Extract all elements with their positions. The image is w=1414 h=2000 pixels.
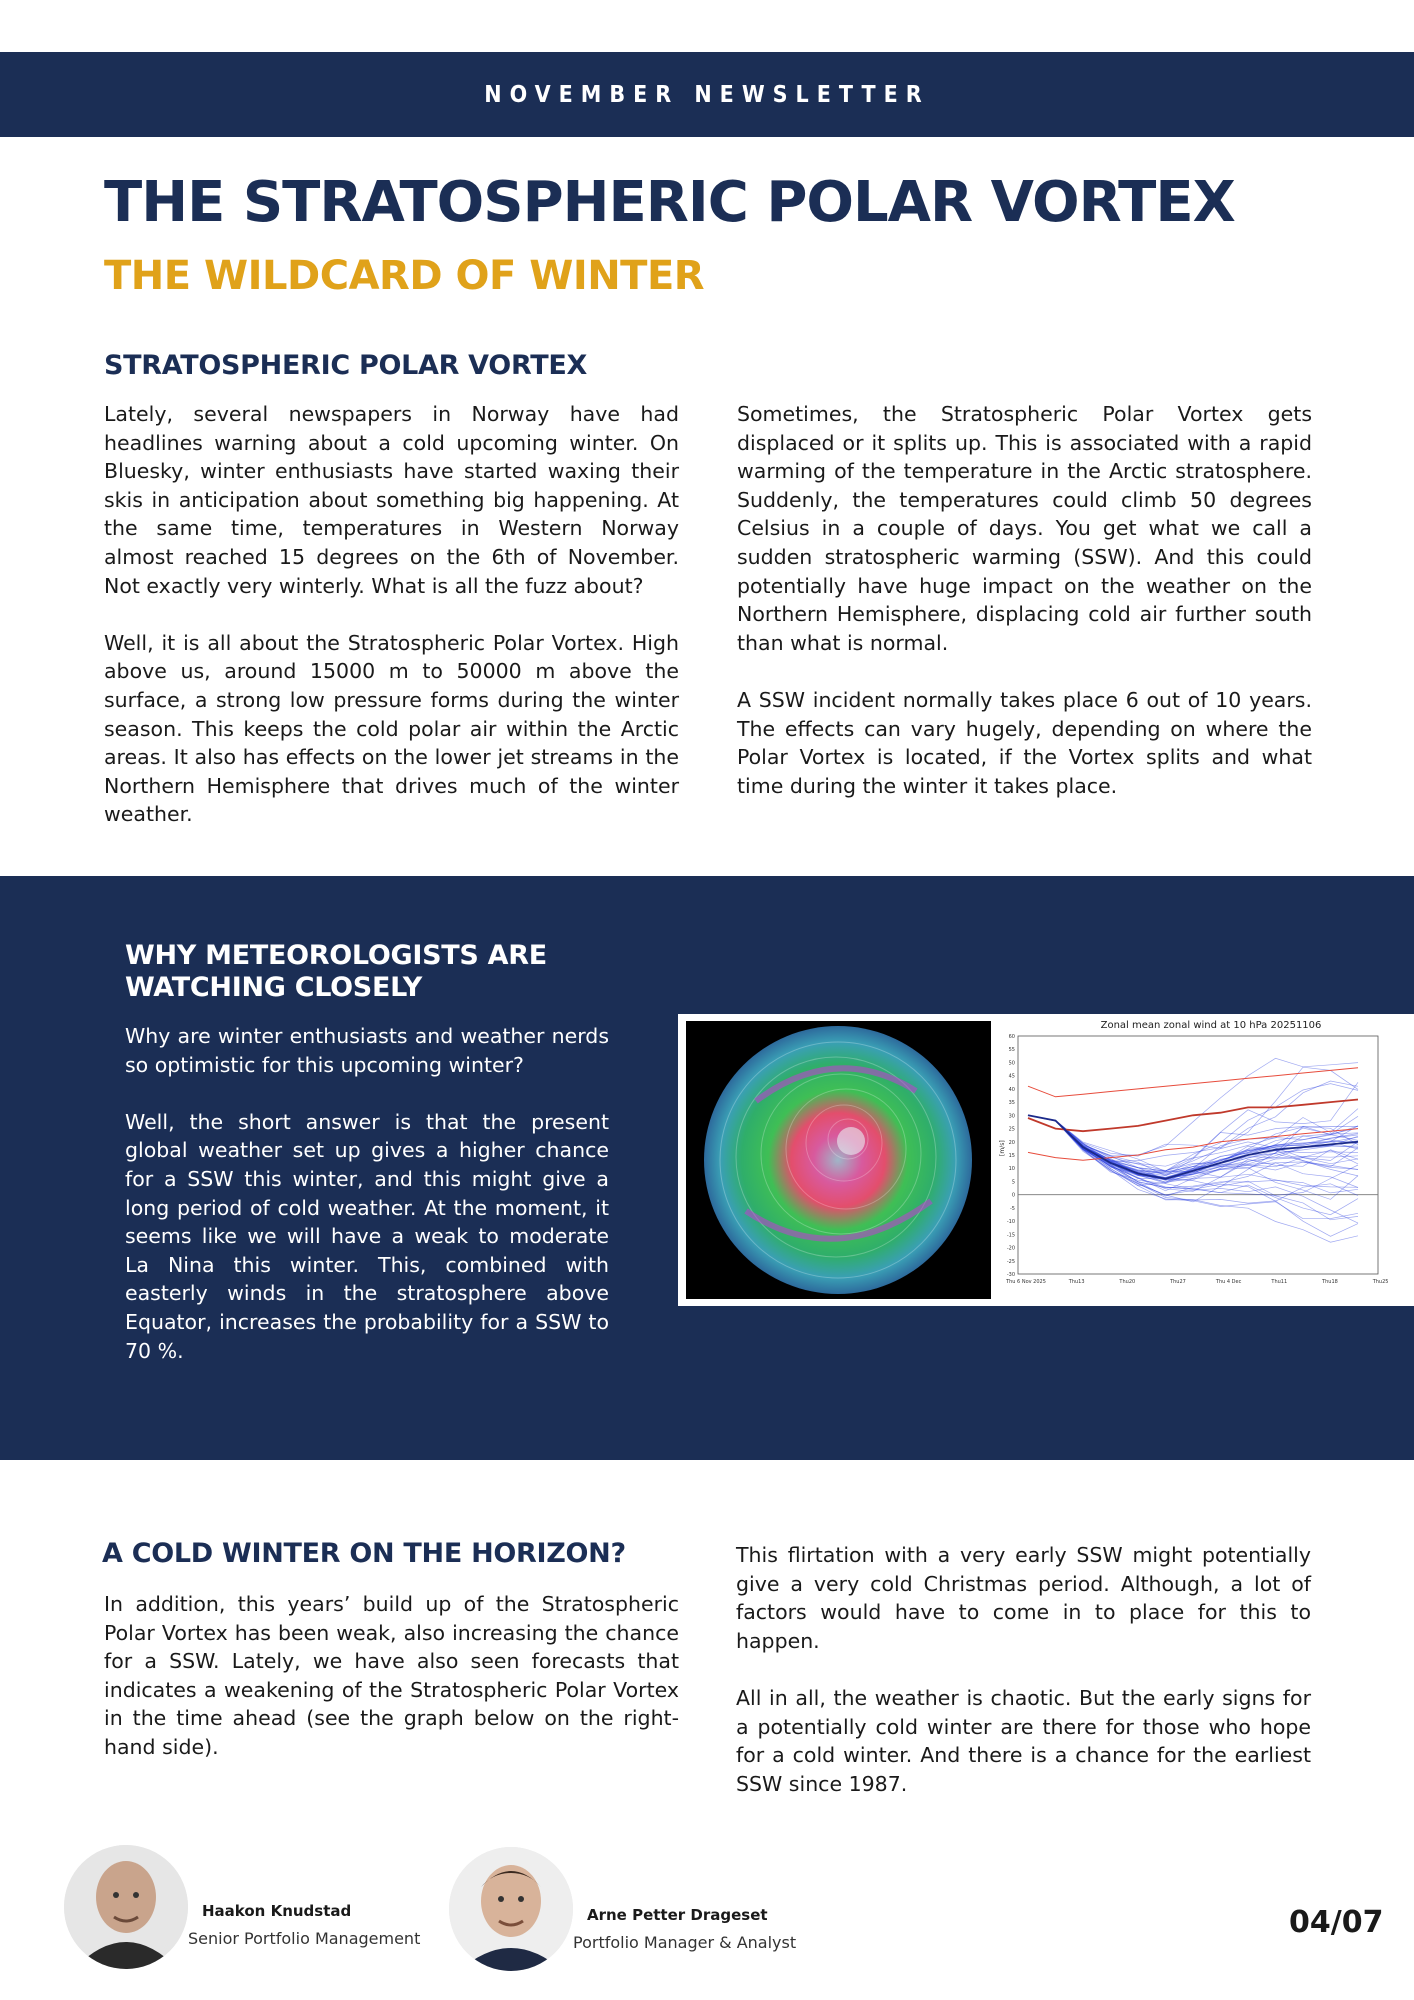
y-tick-label: 50 xyxy=(1008,1060,1015,1067)
y-axis-label: [m/s] xyxy=(999,1140,1006,1156)
section1-right-column xyxy=(737,400,1312,800)
paragraph: A SSW incident normally takes place 6 out of 10 years. The effects can vary hugely, depending on where the Polar Vortex is located, if the Vortex splits and what time during the winter it takes place. xyxy=(737,687,1312,798)
x-tick-label: Thu13 xyxy=(1068,1279,1085,1285)
page-title: THE STRATOSPHERIC POLAR VORTEX xyxy=(104,170,1235,235)
y-tick-label: 25 xyxy=(1008,1126,1015,1133)
author-role: Senior Portfolio Management xyxy=(188,1929,421,1948)
x-tick-label: Thu25 xyxy=(1372,1279,1389,1285)
avatar xyxy=(64,1845,188,1969)
figure-panel xyxy=(678,1014,1414,1306)
paragraph: Lately, several newspapers in Norway have had headlines warning about a cold upcoming winter. On Bluesky, winter enthusiasts have started waxing their skis in anticipation about something big happening. At the same time, temperatures in Western Norway almost reached 15 degrees on the 6th of November. Not exactly very winterly. What is all the fuzz about? xyxy=(104,402,679,598)
paragraph: Well, it is all about the Stratospheric Polar Vortex. High above us, around 15000 m to 50000 m above the surface, a strong low pressure forms during the winter season. This keeps the cold polar air within the Arctic areas. It also has effects on the lower jet streams in the Northern Hemisphere that drives much of the winter weather. xyxy=(104,630,679,827)
author-role: Portfolio Manager & Analyst xyxy=(573,1933,797,1952)
x-tick-label: Thu27 xyxy=(1170,1279,1186,1285)
y-tick-label: -15 xyxy=(1006,1232,1015,1239)
y-tick-label: 30 xyxy=(1008,1113,1015,1120)
y-tick-label: -30 xyxy=(1006,1272,1015,1278)
y-tick-label: -25 xyxy=(1006,1258,1015,1265)
y-tick-label: 55 xyxy=(1008,1047,1015,1054)
paragraph: In addition, this years’ build up of the Stratospheric Polar Vortex has been weak, also increasing the chance for a SSW. Lately, we have also seen forecasts that indicates a weakening of the Stratospheric Polar Vortex in the time ahead (see the graph below on the right-hand side). xyxy=(104,1592,679,1759)
newsletter-label: NOVEMBER NEWSLETTER xyxy=(484,81,930,108)
y-tick-label: 10 xyxy=(1008,1166,1015,1173)
page-number: 04/07 xyxy=(1289,1905,1384,1940)
y-tick-label: 0 xyxy=(1011,1192,1015,1199)
x-tick-label: Thu18 xyxy=(1322,1279,1338,1285)
chart-title: Zonal mean zonal wind at 10 hPa 20251106 xyxy=(1100,1020,1322,1031)
y-tick-label: 5 xyxy=(1011,1179,1015,1186)
y-tick-label: 60 xyxy=(1008,1034,1015,1040)
author-name: Arne Petter Drageset xyxy=(587,1906,768,1924)
paragraph: This flirtation with a very early SSW might potentially give a very cold Christmas period. Although, a lot of factors would have to come in to place for this to happen. xyxy=(736,1543,1311,1653)
section2-body xyxy=(125,1022,609,1365)
y-tick-label: 40 xyxy=(1008,1086,1015,1093)
chart-plot-area xyxy=(1018,1036,1378,1274)
section1-left-column xyxy=(104,400,679,829)
paragraph: All in all, the weather is chaotic. But the early signs for a potentially cold winter are there for those who hope for a cold winter. And there is a chance for the earliest SSW since 1987. xyxy=(736,1685,1311,1796)
paragraph: Why are winter enthusiasts and weather nerds so optimistic for this upcoming winter? xyxy=(125,1024,609,1077)
section2-text xyxy=(125,940,609,1365)
section-heading-cold-winter: A COLD WINTER ON THE HORIZON? xyxy=(102,1538,626,1569)
section-heading-meteorologists: WHY METEOROLOGISTS ARE WATCHING CLOSELY xyxy=(125,940,547,1003)
paragraph: Well, the short answer is that the present global weather set up gives a higher chance for a SSW this winter, and this might give a long period of cold weather. At the moment, it seems like we will have a weak to moderate La Nina this winter. This, combined with easterly winds in the stratosphere above Equator, increases the probability for a SSW to 70 %. xyxy=(125,1109,609,1363)
avatar xyxy=(449,1847,573,1971)
y-tick-label: -5 xyxy=(1010,1205,1015,1212)
newsletter-header-band xyxy=(0,52,1414,137)
page-subtitle: THE WILDCARD OF WINTER xyxy=(104,253,705,299)
y-tick-label: 35 xyxy=(1008,1100,1015,1107)
y-tick-label: -10 xyxy=(1006,1219,1015,1226)
y-tick-label: 45 xyxy=(1008,1073,1015,1080)
section3-left-column xyxy=(104,1590,679,1762)
section3-right-column xyxy=(736,1541,1311,1798)
x-tick-label: Thu 6 Nov 2025 xyxy=(1006,1279,1046,1285)
author-name: Haakon Knudstad xyxy=(202,1902,352,1920)
x-tick-label: Thu11 xyxy=(1271,1279,1288,1285)
x-tick-label: Thu20 xyxy=(1119,1279,1136,1285)
polar-vortex-map-image xyxy=(686,1021,991,1299)
zonal-wind-chart xyxy=(996,1016,1414,1306)
x-tick-label: Thu 4 Dec xyxy=(1215,1279,1242,1285)
section-heading-polar-vortex: STRATOSPHERIC POLAR VORTEX xyxy=(104,350,588,381)
paragraph: Sometimes, the Stratospheric Polar Vortex gets displaced or it splits up. This is associated with a rapid warming of the temperature in the Arctic stratosphere. Suddenly, the temperatures could climb 50 degrees Celsius in a couple of days. You get what we call a sudden stratospheric warming (SSW). And this could potentially have huge impact on the weather on the Northern Hemisphere, displacing cold air further south than what is normal. xyxy=(737,402,1312,655)
y-tick-label: 15 xyxy=(1008,1153,1015,1159)
y-tick-label: 20 xyxy=(1008,1139,1015,1146)
y-tick-label: -20 xyxy=(1006,1245,1015,1252)
